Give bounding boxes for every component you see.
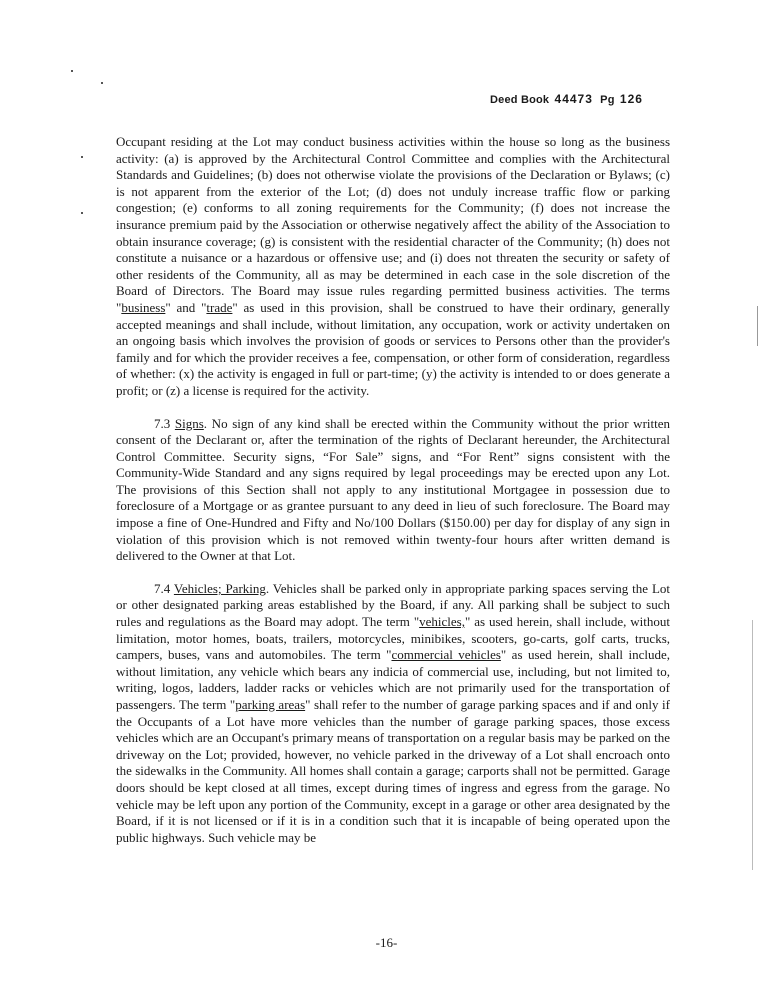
paragraph [116,581,670,847]
paragraph-text: " as used herein, shall include, without limitation, motor homes, boats, trailers, motorcycles, minibikes, scooters, go-carts, golf carts, trucks, campers, buses, vans and automobiles. The term " [116,614,670,663]
deed-book-header [490,92,647,106]
underlined-term: parking areas [235,697,306,712]
paragraph [116,416,670,565]
scan-speck [71,70,73,72]
paragraph-text: . Vehicles shall be parked only in appropriate parking spaces serving the Lot or other designated parking areas established by the Board, if any. All parking shall be subject to such rules and regulations as the Board may adopt. The term " [116,580,671,630]
underlined-term: Vehicles; Parking [173,580,266,596]
paragraph-text: 7.4 [154,580,174,596]
paragraph [116,134,670,400]
footer-page-number: -16- [375,935,398,950]
paragraph-text: " shall refer to the number of garage parking spaces and if and only if the Occupants of a Lot have more vehicles than the number of garage parking spaces, those excess vehicles which are an Occupant's primary means of transportation on a regular basis may be parked on the driveway on the Lot; provided, however, no vehicle parked in the driveway of a Lot shall encroach onto the sidewalks in the Community. All homes shall contain a garage; carports shall not be permitted. Garage doors should be kept closed at all times, except during times of ingress and egress from the garage. No vehicle may be left upon any portion of the Community, except in a garage or other area designated by the Board, if it is not licensed or if it is in a condition such that it is incapable of being operated upon the public highways. Such vehicle may be [116,697,670,845]
book-number: 44473 [554,92,593,106]
underlined-term: Signs [174,415,204,431]
paragraph-text: . No sign of any kind shall be erected within the Community without the prior written consent of the Declarant or, after the termination of the rights of Declarant hereunder, the Architectural Control Committee. Security signs, “For Sale” signs, and “For Rent” signs consistent with the Community-Wide Standard and any signs required by legal proceedings may be erected upon any Lot. The provisions of this Section shall not apply to any institutional Mortgagee in possession due to foreclosure of a Mortgage or as grantee pursuant to any deed in lieu of such foreclosure. The Board may impose a fine of One-Hundred and Fifty and No/100 Dollars ($150.00) per day for display of any sign in violation of this provision which is not removed within twenty-four hours after written demand is delivered to the Owner at that Lot. [116,415,671,564]
underlined-term: vehicles, [419,614,465,630]
deed-book-label: Deed Book [490,94,550,106]
paragraph-text: 7.3 [154,415,175,431]
scan-speck [81,212,83,214]
scan-edge-mark [752,620,753,870]
paragraph-text: Occupant residing at the Lot may conduct business activities within the house so long as the business activity: (a) is approved by the Architectural Control Committee and complies with the Architectural Standards and Guidelines; (b) does not otherwise violate the provisions of the Declaration or Bylaws; (c) is not apparent from the exterior of the Lot; (d) does not unduly increase traffic flow or parking congestion; (e) conforms to all zoning requirements for the Community; (f) does not increase the insurance premium paid by the Association or otherwise negatively affect the ability of the Association to obtain insurance coverage; (g) is consistent with the residential character of the Community; (h) does not constitute a nuisance or a hazardous or offensive use; and (i) does not threaten the security or safety of other residents of the Community, all as may be determined in each case in the sole discretion of the Board of Directors. The Board may issue rules regarding permitted business activities. The terms " [116,134,670,315]
paragraph-text: " as used in this provision, shall be construed to have their ordinary, generally accepted meanings and shall include, without limitation, any occupation, work or activity undertaken on an ongoing basis which involves the provision of goods or services to Persons other than the provider's family and for which the provider receives a fee, compensation, or other form of consideration, regardless of whether: (x) the activity is engaged in full or part-time; (y) the activity is intended to or does generate a profit; or (z) a license is required for the activity. [116,299,670,398]
document-body [116,134,670,846]
underlined-term: business [121,299,166,315]
underlined-term: commercial vehicles [391,647,501,663]
underlined-term: trade [206,299,233,315]
header-page-number: 126 [619,92,643,106]
scan-speck [101,82,103,84]
scan-speck [81,156,83,158]
page-label: Pg [600,94,615,106]
paragraph-text: " as used herein, shall include, without limitation, any vehicle which bears any indicia of commercial use, including, but not limited to, writing, logos, ladders, ladder racks or vehicles which are not primarily used for the transportation of passengers. The term " [116,647,671,712]
scan-edge-mark [757,306,758,346]
paragraph-text: " and " [165,299,207,315]
